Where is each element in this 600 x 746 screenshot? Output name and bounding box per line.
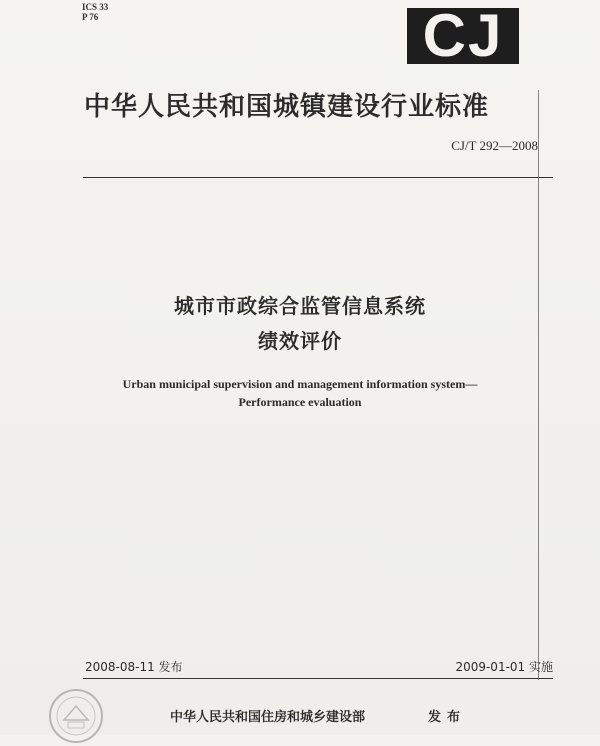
english-title-line2: Performance evaluation (238, 395, 362, 409)
chinese-title-line1: 城市市政综合监管信息系统 (174, 294, 426, 318)
seal-stamp-icon (46, 686, 106, 746)
implementation-date: 2009-01-01 实施 (455, 660, 553, 674)
english-title-line1: Urban municipal supervision and management information system— (122, 377, 478, 391)
ccs-code: P 76 (82, 12, 99, 22)
issue-date: 2008-08-11 发布 (85, 660, 183, 674)
standard-org-title: 中华人民共和国城镇建设行业标准 (84, 92, 490, 122)
classification-codes (82, 2, 108, 22)
publish-label: 发布 (428, 710, 467, 725)
ics-code: ICS 33 (82, 2, 109, 12)
cj-logo: CJ (407, 8, 519, 64)
chinese-title-line2: 绩效评价 (258, 329, 342, 353)
bottom-divider (83, 678, 553, 679)
top-divider (83, 177, 553, 178)
standard-number: CJ/T 292—2008 (451, 138, 538, 153)
publisher-name: 中华人民共和国住房和城乡建设部 (170, 710, 366, 725)
